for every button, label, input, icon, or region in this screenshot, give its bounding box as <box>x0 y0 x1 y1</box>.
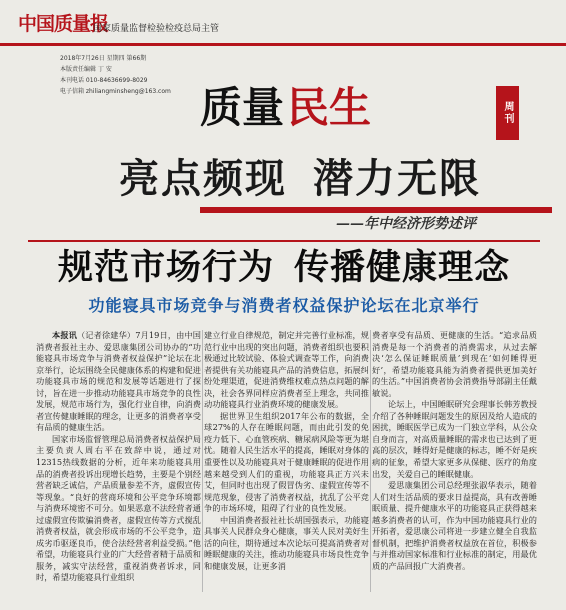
hero-part2: 潜力无限 <box>313 156 481 202</box>
issue-phone: 本刊电话 010-84636699-8029 <box>60 77 148 84</box>
section-divider <box>28 240 540 242</box>
issue-email: 电子信箱 zhiliangminsheng@163.com <box>60 88 171 95</box>
headline-part2: 传播健康理念 <box>294 247 511 288</box>
article-paragraph: 费者享受有品质、更健康的生活。“追求品质消费是每一个消费者的消费需求，从过去解决‘怎么保证睡眠质量’到现在‘如何睡得更好’，希望功能寝具能为消费者提供更加美好的生活。”中国消费者协会消费指导部副主任戴敏说。 <box>372 330 537 398</box>
hero-subtitle: ——年中经济形势述评 <box>336 216 476 232</box>
supplement-title <box>200 83 372 132</box>
masthead <box>0 0 566 46</box>
hero-part1: 亮点频现 <box>119 156 287 202</box>
article-paragraph: 中国消费者报社社长胡国强表示，功能寝具事关人民群众身心健康，事关人民对美好生活的向往，期待通过本次论坛可提高消费者对睡眠健康的关注，推动功能寝具市场良性竞争和健康发展，让更多消 <box>204 514 369 571</box>
paper-subtitle: 国家质量监督检验检疫总局主管 <box>93 24 220 34</box>
article-column-1 <box>36 330 201 584</box>
paper-logo: 中国质量报 <box>18 13 109 35</box>
article-paragraph: 建立行业自律规范，制定并完善行业标准，规范行业中出现的突出问题，消费者组织也要积极通过比较试验、体验式调查等工作，向消费者提供有关功能寝具产品的消费信息，拓展纠纷处理渠道，促进消费维权难点热点问题的解决，社会各界同样应消费者至上理念，共同推动功能寝具行业消费环境的健康发展。 <box>204 330 369 410</box>
supplement-title-part1: 质量 <box>200 83 285 132</box>
article-paragraph <box>36 330 201 434</box>
article-paragraph: 据世界卫生组织2017年公布的数据，全球27%的人存在睡眠问题，而由此引发的免疫力低下、心血管疾病、糖尿病风险等更为堪忧。随着人民生活水平的提高，睡眠对身体的重要性以及功能寝具对于健康睡眠的促进作用越来越受到人们的重视，功能寝具正方兴未艾，但同时也出现了假冒伪劣、虚假宣传等不规范现象，侵害了消费者权益，扰乱了公平竞争的市场环境，阻碍了行业的良性发展。 <box>204 410 369 514</box>
lead-label: 本报讯 <box>52 330 77 340</box>
paragraph-text: 7月19日，由中国消费者报社主办、爱思康集团公司协办的“功能寝具市场竞争与消费者权益保护”论坛在北京举行，论坛围绕全民健康体系的构建和促进功能寝具市场的规范和发展等话题进行了探讨，旨在进一步推动功能寝具市场竞争的良性发展，规范市场行为，强化行业自律，向消费者宣传健康睡眠的理念，让更多的消费者享受有品质的健康生活。 <box>36 330 201 433</box>
article-subheadline: 功能寝具市场竞争与消费者权益保护论坛在北京举行 <box>88 296 480 315</box>
article-headline <box>24 248 544 288</box>
hero-headline <box>64 148 536 210</box>
column-divider <box>370 330 371 592</box>
byline: （记者徐建华） <box>76 330 136 340</box>
article-paragraph: 国家市场监督管理总局消费者权益保护局主要负责人周右平在致辞中说，通过对12315热线数据的分析，近年来功能寝具用品的消费者投诉出现增长趋势，主要是个别经营者缺乏诚信，产品质量参差不齐，虚假宣传等现象。“良好的营商环境和公平竞争环境都与消费环境密不可分。如果恶意不法经营者通过虚假宣传欺骗消费者，虚假宣传等方式搅乱消费者权益，就会形成市场的不公平竞争，造成劣币驱逐良币，使合法经营者利益受损。”他希望，功能寝具行业的广大经营者精于品质和服务，减实守法经营，重视消费者诉求，同时，希望功能寝具行业组织 <box>36 433 201 583</box>
column-divider <box>202 330 203 592</box>
issue-date: 2018年7月26日 星期四 第66期 <box>60 55 147 62</box>
article-column-2 <box>204 330 369 572</box>
issue-editor: 本版责任编辑 丁 安 <box>60 66 112 73</box>
weekly-tag: 周刊 <box>496 86 519 140</box>
supplement-title-part2: 民生 <box>287 83 372 132</box>
issue-meta <box>60 53 210 97</box>
article-paragraph: 论坛上，中国睡眠研究会理事长韩芳教授介绍了各种睡眠问题发生的原因及给人造成的困扰，睡眠医学已成为一门独立学科，从公众自身而言，对高质量睡眠的需求也已达到了更高的层次，睡得好是健康的标志，睡不好是疾病的征象，希望大家更多从保健、医疗的角度出发，关爱自己的睡眠健康。 <box>372 399 537 479</box>
article-paragraph: 爱思康集团公司总经理张淑华表示，随着人们对生活品质的要求日益提高，具有改善睡眠质量、提升健康水平的功能寝具正获得越来越多消费者的认可，作为中国功能寝具行业的开拓者，爱思康公司将进一步建立健全自我监督机制，把维护消费者权益放在首位，积极参与并推动国家标准和行业标准的制定，用最优质的产品回报广大消费者。 <box>372 480 537 571</box>
article-column-3 <box>372 330 537 572</box>
headline-part1: 规范市场行为 <box>57 247 274 288</box>
